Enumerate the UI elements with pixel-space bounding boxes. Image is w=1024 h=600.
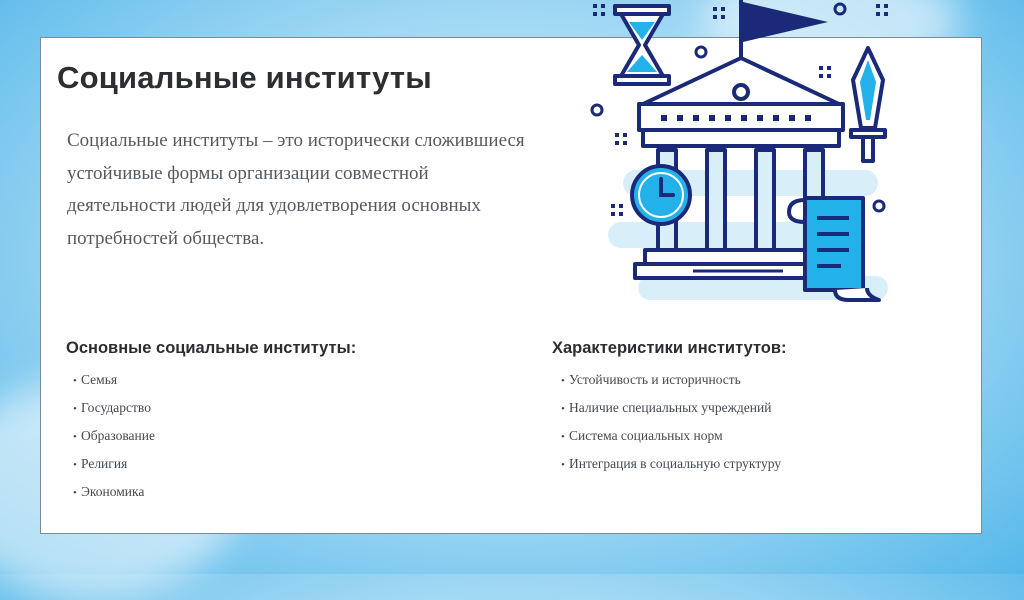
list-item: • Семья	[73, 366, 155, 394]
characteristics-heading: Характеристики институтов:	[552, 339, 787, 357]
definition-text: Социальные институты – это исторически сложившиеся устойчивые формы организации совместной деятельности людей для удовлетворения основных потребностей общества.	[67, 130, 525, 249]
bullet-icon: •	[73, 431, 77, 443]
bullet-icon: •	[73, 459, 77, 471]
sword-icon	[851, 48, 885, 161]
characteristics-list	[561, 366, 781, 478]
list-item: • Наличие специальных учреждений	[561, 394, 781, 422]
list-item: • Государство	[73, 394, 155, 422]
bullet-icon: •	[561, 403, 565, 415]
list-item: • Интеграция в социальную структуру	[561, 450, 781, 478]
list-item: • Устойчивость и историчность	[561, 366, 781, 394]
bullet-icon: •	[561, 375, 565, 387]
clock-icon	[632, 166, 690, 224]
list-item: • Религия	[73, 450, 155, 478]
bullet-icon: •	[73, 487, 77, 499]
list-item: • Экономика	[73, 478, 155, 506]
bullet-icon: •	[561, 459, 565, 471]
list-item: • Система социальных норм	[561, 422, 781, 450]
bullet-icon: •	[73, 375, 77, 387]
list-item: • Образование	[73, 422, 155, 450]
page-title: Социальные институты	[57, 60, 432, 95]
basic-institutions-heading: Основные социальные институты:	[66, 339, 357, 357]
bullet-icon: •	[561, 431, 565, 443]
bullet-icon: •	[73, 403, 77, 415]
institutions-illustration	[583, 0, 903, 305]
hourglass-icon	[615, 6, 669, 84]
flag-icon	[741, 0, 828, 58]
basic-institutions-list	[73, 366, 155, 506]
